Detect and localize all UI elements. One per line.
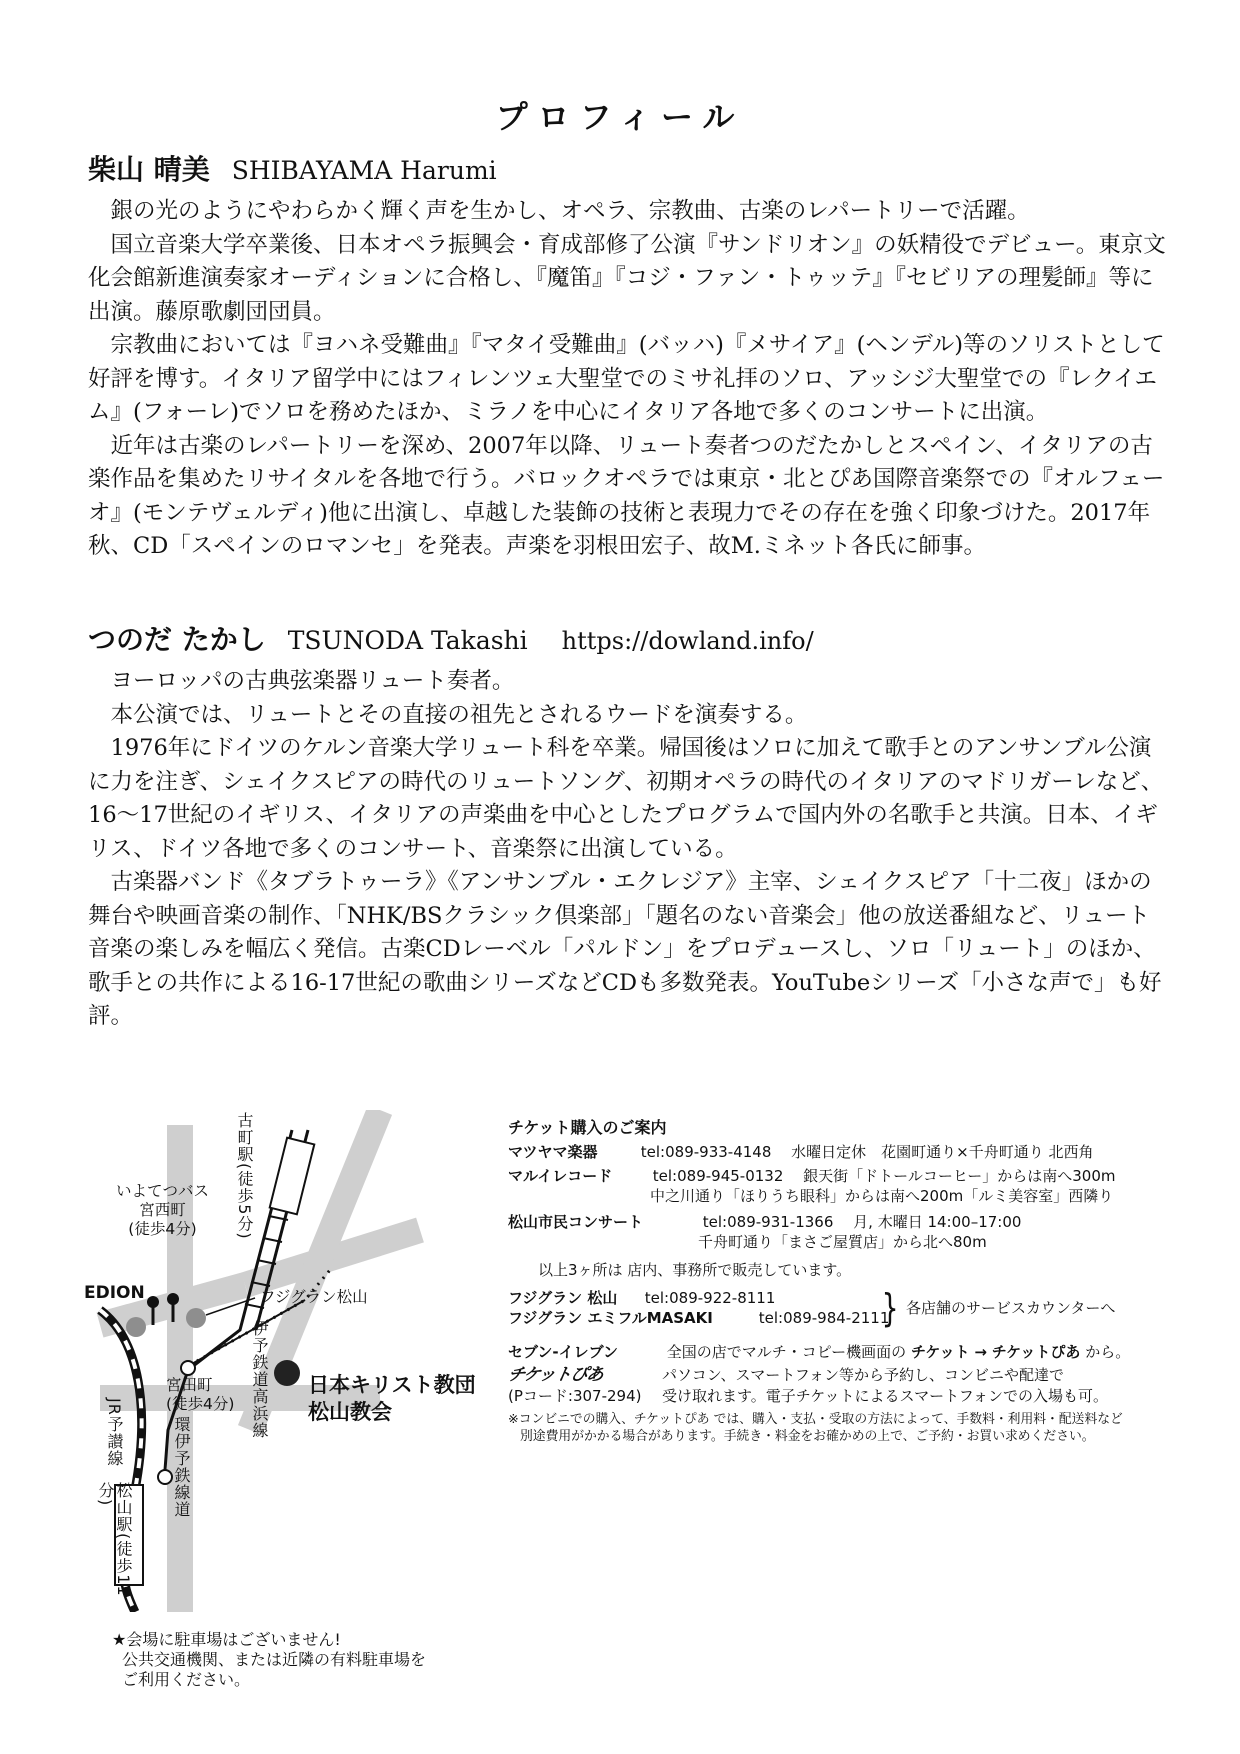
profile-name-row <box>88 620 1168 661</box>
pia-code: (Pコード:307-294) <box>508 1387 642 1405</box>
name-jp: つのだ たかし <box>88 623 266 656</box>
profile-shibayama <box>88 150 1168 564</box>
website-link[interactable]: https://dowland.info/ <box>561 627 814 655</box>
biography <box>88 665 1168 1034</box>
name-jp: 柴山 晴美 <box>88 153 210 186</box>
bio-paragraph: 宗教曲においては『ヨハネ受難曲』『マタイ受難曲』(バッハ)『メサイア』(ヘンデル)等のソリストとして好評を博す。イタリア留学中にはフィレンツェ大聖堂でのミサ礼拝のソロ、アッシジ大聖堂での『レクイエム』(フォーレ)でソロを務めたほか、ミラノを中心にイタリア各地で多くのコンサートに出演。 <box>88 332 1165 425</box>
furumachi-station-label: 古町駅(徒歩5分) <box>235 1112 254 1240</box>
shop-shimin-concert: 松山市民コンサート tel:089-931-1366 月, 木曜日 14:00–17:00 <box>508 1213 1022 1231</box>
shop-matsuyama-gakki: マツヤマ楽器 tel:089-933-4148 水曜日定休 花園町通り×千舟町通り 北西角 <box>508 1143 1094 1161</box>
fuji-grand-marker <box>186 1308 206 1328</box>
service-counter-note: 各店舗のサービスカウンターへ <box>906 1299 1116 1317</box>
bio-paragraph: 本公演では、リュートとその直接の祖先とされるウードを演奏する。 <box>110 701 808 728</box>
fuji-grand-label: フジグラン松山 <box>260 1288 368 1306</box>
bio-paragraph: 1976年にドイツのケルン音楽大学リュート科を卒業。帰国後はソロに加えて歌手とのアンサンブル公演に力を注ぎ、シェイクスピアの時代のリュートソング、初期オペラの時代のイタリアのマドリガーレなど、16〜17世紀のイギリス、イタリアの声楽曲を中心としたプログラムで国内外の名歌手と共演。日本、イギリス、ドイツ各地で多くのコンサート、音楽祭に出演している。 <box>88 735 1164 862</box>
bio-paragraph: 近年は古楽のレパートリーを深め、2007年以降、リュート奏者つのだたかしとスペイン、イタリアの古楽作品を集めたリサイタルを各地で行う。バロックオペラでは東京・北とぴあ国際音楽祭での『オルフェーオ』(モンテヴェルディ)他に出演し、卓越した装飾の技術と表現力でその存在を強く印象づけた。2017年秋、CD「スペインのロマンセ」を発表。声楽を羽根田宏子、故M.ミネット各氏に師事。 <box>88 432 1165 559</box>
fee-note: ※コンビニでの購入、チケットぴあ では、購入・支払・受取の方法によって、手数料・利用料・配送料など 別途費用がかかる場合があります。手続き・料金をお確かめの上で、ご予約・お買い求めください。 <box>508 1412 1123 1444</box>
station-marker <box>158 1470 172 1484</box>
bus-stop-label: いよてつバス 宮西町 (徒歩4分) <box>116 1182 210 1238</box>
bio-paragraph: 国立音楽大学卒業後、日本オペラ振興会・育成部修了公演『サンドリオン』の妖精役でデビュー。東京文化会館新進演奏家オーディションに合格し、『魔笛』『コジ・ファン・トゥッテ』『セビリアの理髪師』等に出演。藤原歌劇団団員。 <box>88 231 1166 325</box>
shop-fuji-grand: フジグラン 松山 tel:089-922-8111 <box>508 1289 776 1307</box>
edion-label: EDION <box>84 1283 145 1303</box>
profile-name-row <box>88 150 1168 191</box>
marui-directions: 中之川通り「ほりうち眼科」からは南へ200m「ルミ美容室」西隣り <box>650 1187 1114 1205</box>
church-label: 日本キリスト教団 松山教会 <box>308 1373 476 1424</box>
three-shops-note: 以上3ヶ所は 店内、事務所で販売しています。 <box>538 1261 852 1279</box>
profile-tsunoda <box>88 620 1168 1034</box>
ticket-pia-block <box>508 1365 1170 1407</box>
access-map <box>80 1110 480 1612</box>
biography <box>88 195 1168 564</box>
shop-emifull: フジグラン エミフルMASAKI tel:089-984-2111 <box>508 1309 890 1327</box>
page-title: プロフィール <box>495 98 745 136</box>
church-marker <box>274 1360 300 1386</box>
bio-paragraph: 古楽器バンド《タブラトゥーラ》《アンサンブル・エクレジア》主宰、シェイクスピア「十二夜」ほかの舞台や映画音楽の制作、「NHK/BSクラシック倶楽部」「題名のない音楽会」他の放送番組など、リュート音楽の楽しみを幅広く発信。古楽CDレーベル「パルドン」をプロデュースし、ソロ「リュート」のほか、歌手との共作による16-17世紀の歌曲シリーズなどCDも多数発表。YouTubeシリーズ「小さな声で」も好評。 <box>88 869 1162 1029</box>
name-en: SHIBAYAMA Harumi <box>231 156 497 185</box>
shop-seven-eleven: セブン-イレブン 全国の店でマルチ・コピー機画面の チケット → チケットぴあ から。 <box>508 1343 1131 1361</box>
miyatacho-label: 宮田町 (徒歩4分) <box>166 1376 235 1413</box>
fuji-grand-group <box>508 1288 1170 1334</box>
matsuyama-station-label: 松山駅(徒歩11分) <box>96 1482 133 1597</box>
parking-note: ★会場に駐車場はございません! 公共交通機関、または近隣の有料駐車場を ご利用ください。 <box>112 1630 427 1689</box>
pia-info: 受け取れます。電子チケットによるスマートフォンでの入場も可。 <box>662 1387 1108 1405</box>
bio-paragraph: 銀の光のようにやわらかく輝く声を生かし、オペラ、宗教曲、古楽のレパートリーで活躍。 <box>110 198 1030 224</box>
edion-marker <box>126 1317 146 1337</box>
concert-directions: 千舟町通り「まさご屋質店」から北へ80m <box>698 1233 987 1251</box>
ticket-info <box>508 1118 1170 1445</box>
loop-line-label: 環伊予鉄線道 <box>172 1416 191 1518</box>
ticket-heading: チケット購入のご案内 <box>508 1118 667 1137</box>
name-en: TSUNODA Takashi <box>287 626 528 655</box>
furumachi-station-box <box>270 1138 315 1215</box>
pia-info: パソコン、スマートフォン等から予約し、コンビニや配達で <box>662 1366 1065 1384</box>
brace-icon: } <box>881 1286 899 1330</box>
takahama-line-label: 伊予鉄道高浜線 <box>250 1320 269 1439</box>
jr-line-label: JR予讃線 <box>105 1398 124 1467</box>
miyatacho-station-marker <box>181 1361 195 1375</box>
bio-paragraph: ヨーロッパの古典弦楽器リュート奏者。 <box>110 668 515 694</box>
ticket-pia-logo: チケットぴあ <box>506 1365 605 1385</box>
shop-marui-record: マルイレコード tel:089-945-0132 銀天街「ドトールコーヒー」からは南へ300m <box>508 1167 1116 1185</box>
